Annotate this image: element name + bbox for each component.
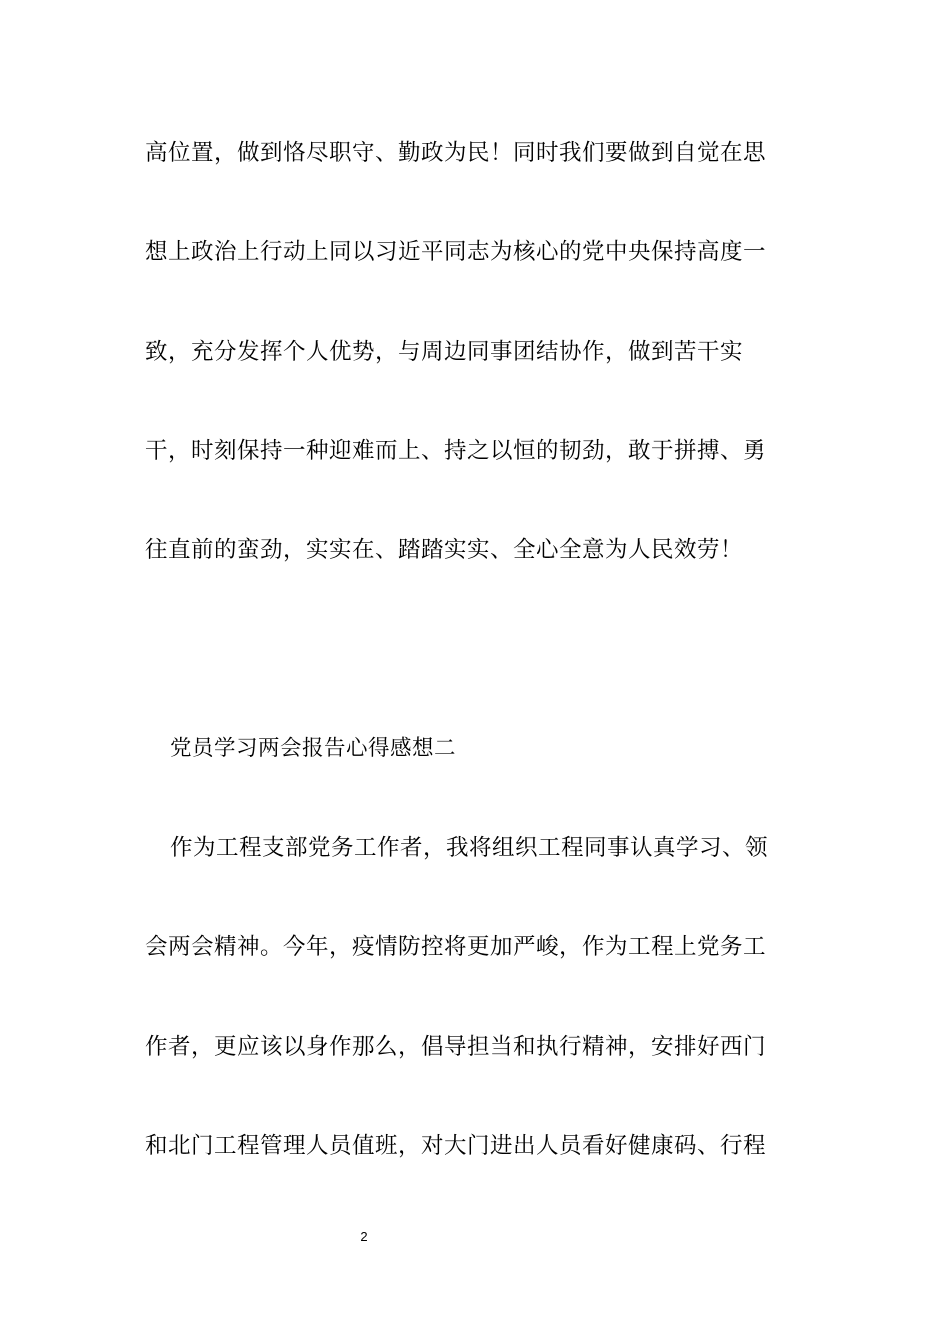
section-heading: 党员学习两会报告心得感想二 [170,736,457,761]
paragraph-1-line-5: 往直前的蛮劲，实实在、踏踏实实、全心全意为人民效劳！ [145,537,744,563]
paragraph-2-line-4: 和北门工程管理人员值班，对大门进出人员看好健康码、行程 [145,1133,767,1159]
paragraph-2-line-1: 作为工程支部党务工作者，我将组织工程同事认真学习、领 [170,835,769,861]
paragraph-1-line-4: 干，时刻保持一种迎难而上、持之以恒的韧劲，敢于拼搏、勇 [145,438,767,464]
paragraph-2-line-3: 作者，更应该以身作那么，倡导担当和执行精神，安排好西门 [145,1034,767,1060]
paragraph-1-line-3: 致，充分发挥个人优势，与周边同事团结协作，做到苦干实 [145,339,744,365]
paragraph-1-line-2: 想上政治上行动上同以习近平同志为核心的党中央保持高度一 [145,239,767,265]
paragraph-2-line-2: 会两会精神。今年，疫情防控将更加严峻，作为工程上党务工 [145,934,767,960]
paragraph-1-line-1: 高位置，做到恪尽职守、勤政为民！同时我们要做到自觉在思 [145,140,767,166]
page-number: 2 [360,1229,368,1244]
